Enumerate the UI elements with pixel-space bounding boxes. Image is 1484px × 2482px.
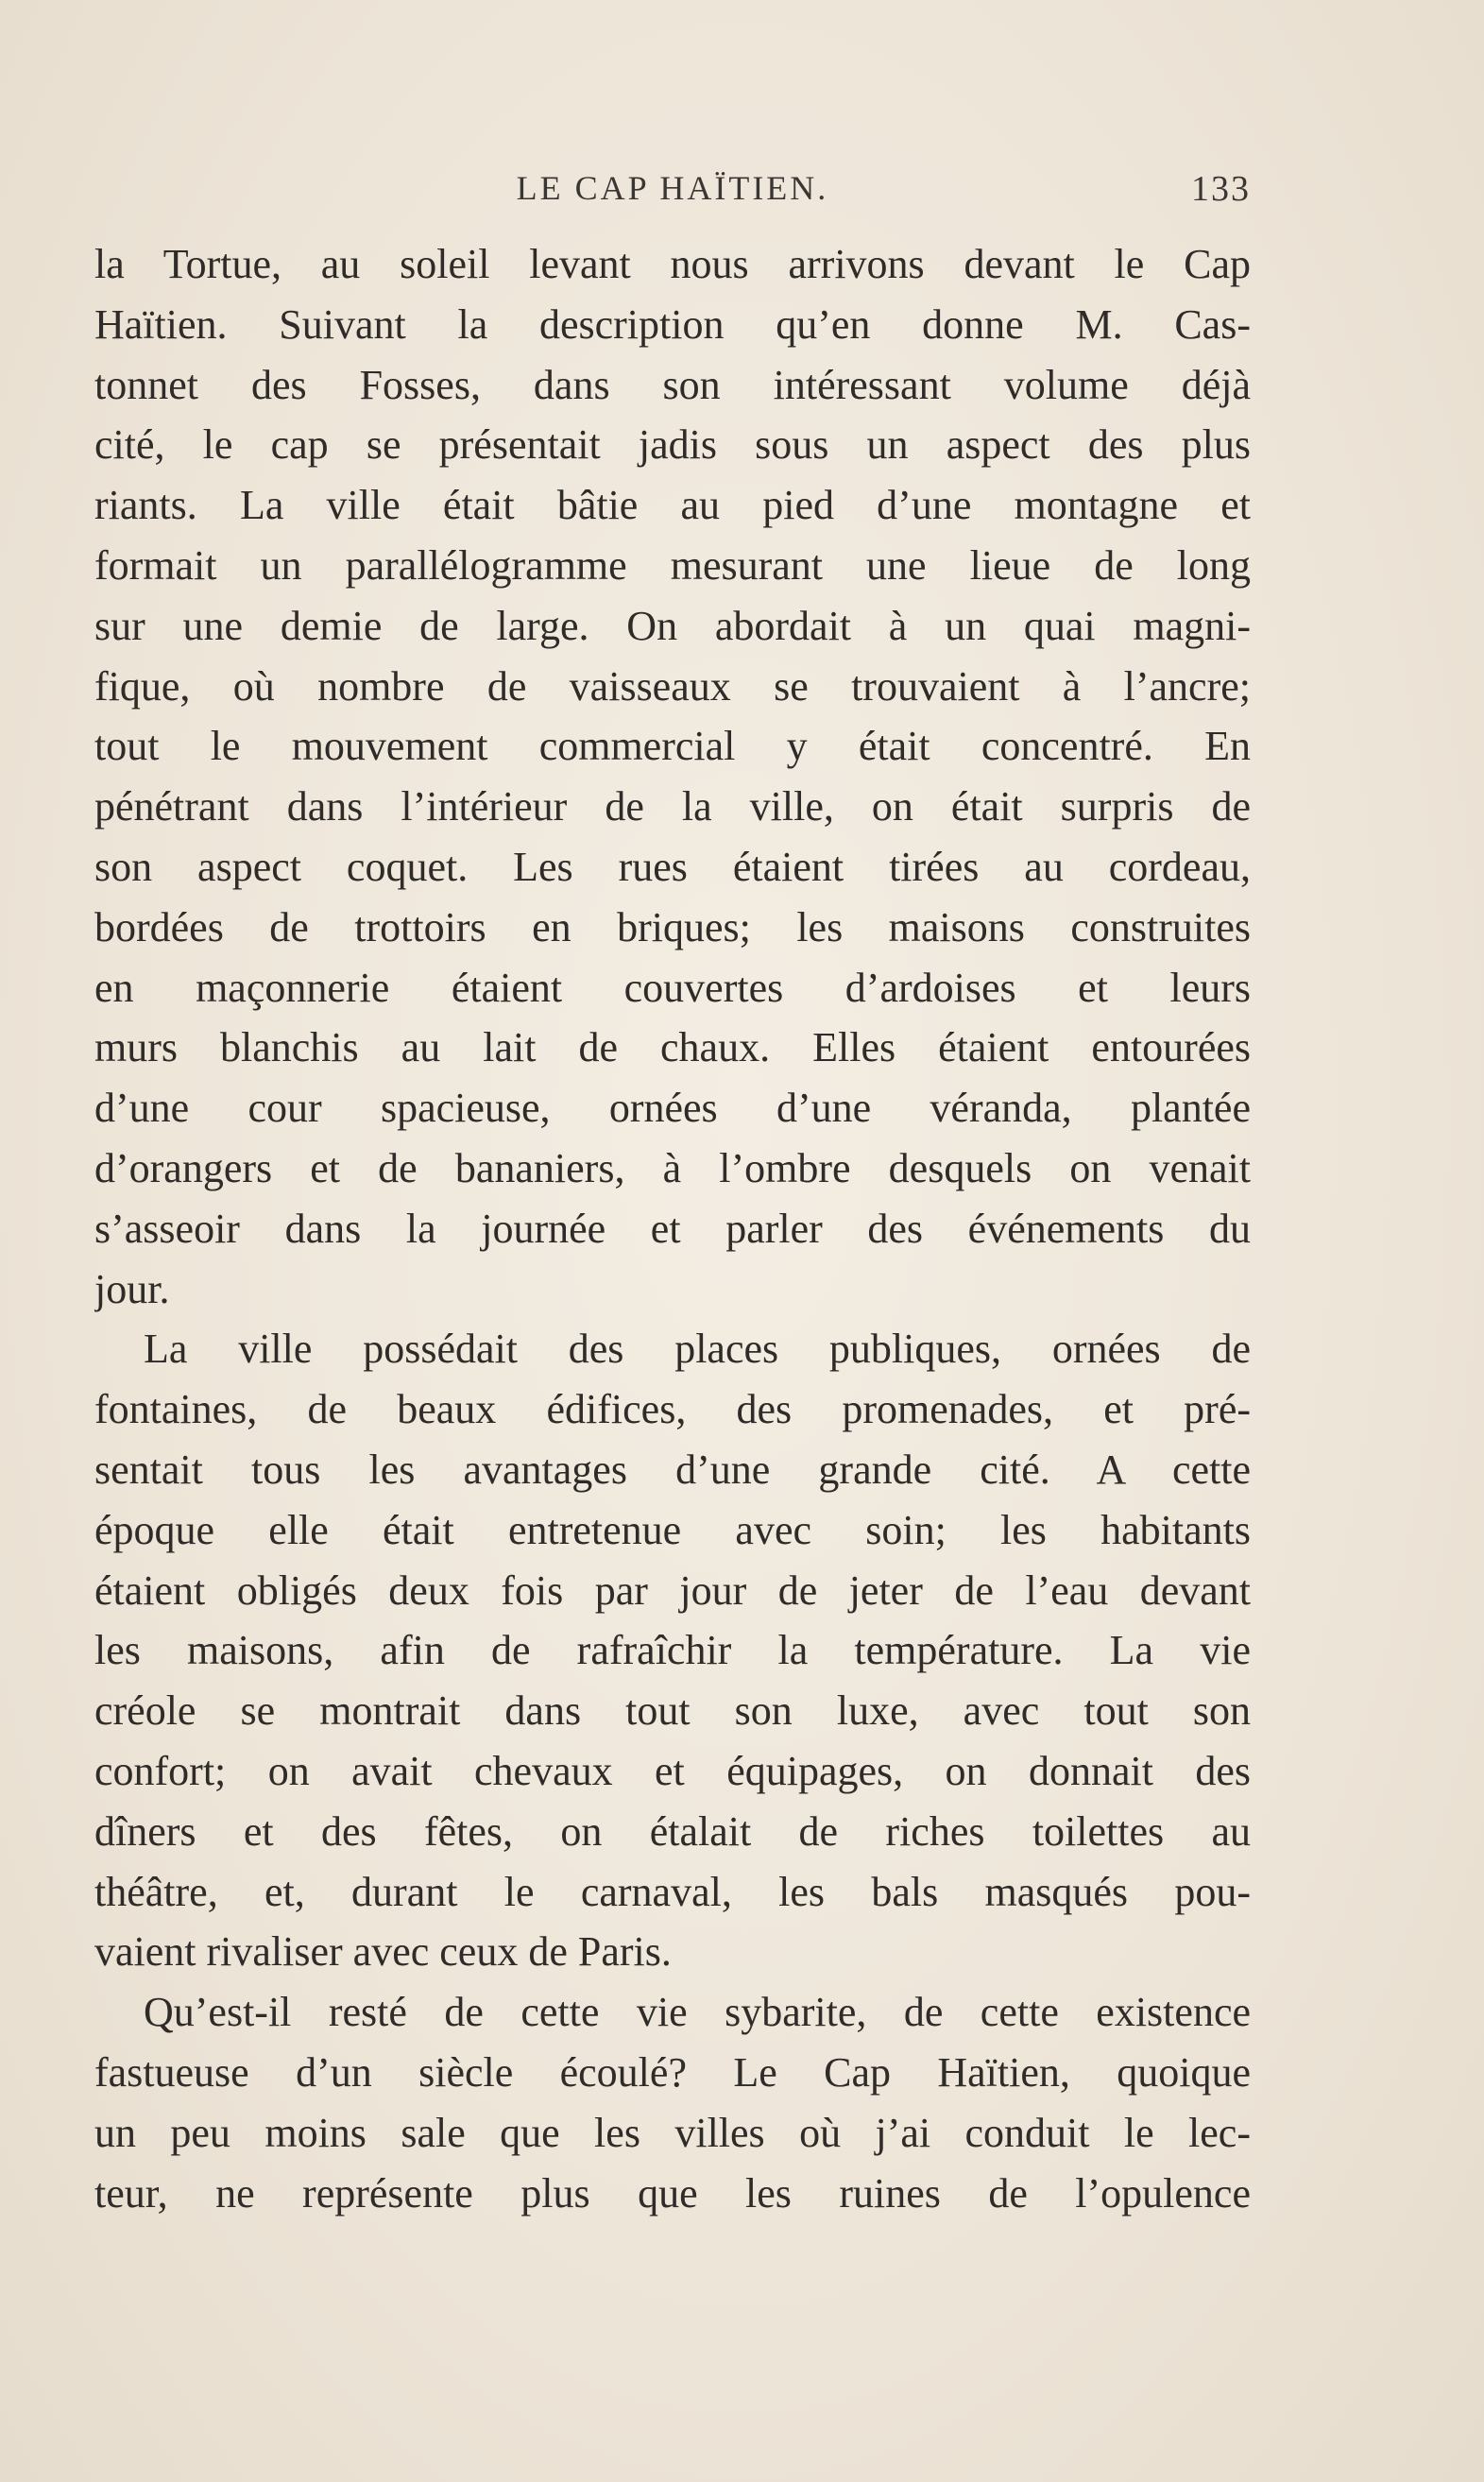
text-line: fique, où nombre de vaisseaux se trouvaient à l’ancre;	[94, 662, 1251, 710]
text-line: vaient rivaliser avec ceux de Paris.	[94, 1928, 672, 1976]
text-line: d’une cour spacieuse, ornées d’une véranda, plantée	[94, 1085, 1251, 1132]
text-line: sur une demie de large. On abordait à un quai magni-	[94, 602, 1251, 649]
text-line: Haïtien. Suivant la description qu’en donne M. Cas-	[94, 300, 1251, 348]
text-line: tonnet des Fosses, dans son intéressant volume déjà	[94, 361, 1251, 408]
body-text	[94, 234, 1251, 2223]
running-head: LE CAP HAÏTIEN.	[516, 169, 829, 207]
paragraph-2	[94, 1319, 1251, 1982]
text-line: formait un parallélogramme mesurant une lieue de long	[94, 541, 1251, 589]
text-line: un peu moins sale que les villes où j’ai conduit le lec-	[94, 2109, 1251, 2156]
text-line: cité, le cap se présentait jadis sous un aspect des plus	[94, 421, 1251, 469]
text-line: tout le mouvement commercial y était concentré. En	[94, 723, 1251, 770]
text-line: murs blanchis au lait de chaux. Elles étaient entourées	[94, 1024, 1251, 1071]
text-line: théâtre, et, durant le carnaval, les bals masqués pou-	[94, 1868, 1251, 1915]
text-line: bordées de trottoirs en briques; les maisons construites	[94, 903, 1251, 950]
text-line: en maçonnerie étaient couvertes d’ardoises et leurs	[94, 964, 1251, 1011]
text-line: Qu’est-il resté de cette vie sybarite, de cette existence	[144, 1989, 1251, 2036]
paragraph-1	[94, 234, 1251, 1319]
text-line: dîners et des fêtes, on étalait de riches toilettes au	[94, 1807, 1251, 1855]
text-line: fastueuse d’un siècle écoulé? Le Cap Haïtien, quoique	[94, 2048, 1251, 2096]
text-line: d’orangers et de bananiers, à l’ombre desquels on venait	[94, 1144, 1251, 1191]
text-line: les maisons, afin de rafraîchir la température. La vie	[94, 1627, 1251, 1674]
text-line: jour.	[94, 1265, 170, 1312]
text-line: étaient obligés deux fois par jour de jeter de l’eau devant	[94, 1566, 1251, 1614]
text-line: sentait tous les avantages d’une grande cité. A cette	[94, 1446, 1251, 1493]
page-header	[94, 168, 1251, 215]
paragraph-3	[94, 1982, 1251, 2223]
text-line: confort; on avait chevaux et équipages, on donnait des	[94, 1747, 1251, 1794]
text-line: La ville possédait des places publiques, ornées de	[144, 1326, 1251, 1373]
text-line: fontaines, de beaux édifices, des promenades, et pré-	[94, 1386, 1251, 1433]
text-line: la Tortue, au soleil levant nous arrivons devant le Cap	[94, 241, 1251, 287]
text-line: pénétrant dans l’intérieur de la ville, on était surpris de	[94, 783, 1251, 830]
text-line: son aspect coquet. Les rues étaient tirées au cordeau,	[94, 843, 1251, 890]
text-line: s’asseoir dans la journée et parler des événements du	[94, 1205, 1251, 1252]
text-line: teur, ne représente plus que les ruines de l’opulence	[94, 2169, 1251, 2217]
text-line: créole se montrait dans tout son luxe, avec tout son	[94, 1687, 1251, 1735]
text-line: époque elle était entretenue avec soin; les habitants	[94, 1506, 1251, 1553]
page-number: 133	[1191, 169, 1251, 209]
text-line: riants. La ville était bâtie au pied d’une montagne et	[94, 482, 1251, 529]
